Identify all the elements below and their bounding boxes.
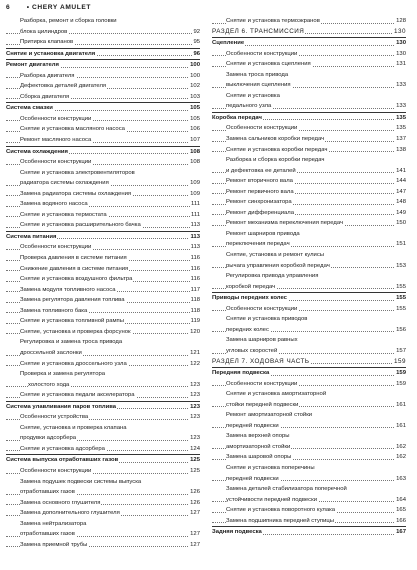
toc-entry (6, 380, 200, 391)
toc-entry-title: Сборка двигателя (20, 93, 70, 100)
toc-page-number: 124 (189, 444, 200, 455)
toc-entry-title: Замена приемной трубы (20, 541, 88, 548)
toc-section-heading (6, 454, 200, 466)
toc-page-number: 113 (190, 220, 200, 231)
toc-entry-title: рычага управления коробкой передач (226, 262, 330, 269)
toc-entry (6, 508, 200, 519)
toc-entry (6, 264, 200, 275)
toc-entry (212, 325, 406, 336)
toc-page-number: 109 (189, 189, 200, 200)
toc-page-number: 167 (395, 527, 406, 538)
toc-page-number: 144 (395, 176, 406, 187)
toc-entry-title: Снятие и установка адсорбера (20, 445, 105, 452)
toc-entry-title: коробкой передач (226, 283, 276, 290)
toc-entry-title: Снятие, установка и проверка форсунок (20, 328, 131, 335)
toc-page-number: 105 (189, 114, 200, 125)
toc-entry (212, 431, 406, 442)
toc-entry (6, 466, 200, 477)
toc-entry-title: Разборка двигателя (20, 72, 75, 79)
toc-entry-title: Замена троса привода (226, 71, 289, 78)
toc-entry (6, 168, 200, 179)
toc-page-number: 164 (395, 495, 406, 506)
toc-page-number: 133 (395, 80, 406, 91)
toc-entry (6, 178, 200, 189)
toc-section-heading (6, 146, 200, 158)
toc-entry-title: Передняя подвеска (212, 370, 270, 377)
toc-entry-title: Замена подшипника передней ступицы (226, 517, 334, 524)
toc-entry-title: Особенности конструкции (226, 305, 298, 312)
toc-page-number: 165 (395, 505, 406, 516)
toc-entry (212, 70, 406, 81)
toc-entry-title: Снятие и установка электровентиляторов (20, 169, 135, 176)
toc-page-number: 155 (395, 282, 406, 293)
toc-page-number: 162 (395, 442, 406, 453)
toc-entry (6, 327, 200, 338)
toc-section-heading (6, 59, 200, 71)
toc-entry-title: угловых скоростей (226, 347, 278, 354)
toc-entry (212, 155, 406, 166)
toc-entry (212, 250, 406, 261)
toc-page-number: 100 (189, 71, 200, 82)
toc-page-number: 153 (395, 261, 406, 272)
toc-section-heading (212, 112, 406, 124)
toc-entry-title: Система охлаждения (6, 148, 68, 155)
toc-entry-title: холостого хода (28, 381, 70, 388)
toc-entry (6, 348, 200, 359)
toc-entry-title: Дефектовка деталей двигателя (20, 83, 107, 90)
toc-entry (212, 59, 406, 70)
toc-entry-title: Проверка давления в системе питания (20, 255, 127, 262)
toc-entry (6, 253, 200, 264)
toc-entry (212, 187, 406, 198)
toc-entry (212, 389, 406, 400)
toc-entry (6, 114, 200, 125)
book-title: • CHERY AMULET (26, 4, 92, 11)
toc-page-number: 166 (395, 516, 406, 527)
toc-page-number: 118 (190, 295, 200, 306)
toc-entry (6, 433, 200, 444)
toc-page-number: 127 (189, 540, 200, 551)
toc-entry-title: Ремонт дифференциала (226, 209, 295, 216)
toc-entry (6, 519, 200, 530)
toc-entry-title: передних колес (226, 326, 269, 333)
toc-entry (212, 229, 406, 240)
toc-entry (6, 423, 200, 434)
toc-entry (212, 91, 406, 102)
toc-entry (6, 477, 200, 488)
toc-entry (6, 157, 200, 168)
toc-page-number: 157 (395, 346, 406, 357)
toc-entry (212, 410, 406, 421)
toc-entry (6, 306, 200, 317)
toc-page-number: 127 (189, 529, 200, 540)
toc-entry (212, 271, 406, 282)
toc-entry (212, 442, 406, 453)
toc-entry-title: выключения сцепления (226, 82, 291, 89)
toc-entry (212, 239, 406, 250)
toc-entry-title: отработавших газов (20, 531, 75, 538)
toc-entry-title: РАЗДЕЛ 6. ТРАНСМИССИЯ (212, 27, 305, 35)
toc-entry (212, 134, 406, 145)
toc-entry (6, 124, 200, 135)
toc-entry (212, 123, 406, 134)
toc-entry-title: Особенности конструкции (20, 159, 92, 166)
toc-entry (212, 16, 406, 27)
toc-entry (212, 335, 406, 346)
toc-page-number: 108 (189, 157, 200, 168)
toc-entry-title: Замена дополнительного глушителя (20, 510, 120, 517)
toc-entry-title: Снятие и установка поперечины (226, 464, 315, 471)
toc-page-number: 133 (395, 101, 406, 112)
toc-page-number: 162 (395, 452, 406, 463)
toc-page-number: 120 (189, 327, 200, 338)
toc-entry (6, 369, 200, 380)
toc-page-number: 126 (189, 487, 200, 498)
toc-entry-title: Снятие и установка масляного насоса (20, 126, 125, 133)
toc-entry (6, 16, 200, 27)
toc-entry-title: Особенности конструкции (20, 244, 92, 251)
toc-entry (6, 220, 200, 231)
toc-entry-title: педального узла (226, 103, 272, 110)
toc-entry-title: Особенности устройства (20, 414, 89, 421)
toc-entry (6, 27, 200, 38)
toc-entry (212, 304, 406, 315)
toc-page-number: 127 (189, 508, 200, 519)
toc-page-number: 105 (189, 103, 200, 114)
toc-entry (212, 282, 406, 293)
toc-page-number: 109 (189, 178, 200, 189)
toc-entry (212, 346, 406, 357)
toc-entry-title: Снятие и установка воздушного фильтра (20, 276, 133, 283)
toc-entry-title: Особенности конструкции (226, 125, 298, 132)
toc-entry (6, 412, 200, 423)
toc-page-number: 128 (395, 16, 406, 27)
toc-page-number: 123 (189, 402, 200, 413)
toc-entry-title: Замена шаровой опоры (226, 454, 292, 461)
toc-entry-title: Ремонт шарниров привода (226, 230, 300, 237)
toc-entry (212, 197, 406, 208)
toc-page-number: 130 (393, 27, 406, 38)
toc-page-number: 155 (395, 304, 406, 315)
toc-right-column (212, 16, 406, 538)
toc-entry-title: Ремонт первичного вала (226, 188, 294, 195)
toc-entry-title: Замена регулятора давления топлива (20, 297, 125, 304)
toc-page-number: 122 (189, 359, 200, 370)
toc-page-number: 116 (190, 274, 200, 285)
toc-entry (212, 400, 406, 411)
toc-page-number: 102 (189, 81, 200, 92)
toc-entry-title: блока цилиндров (20, 28, 68, 35)
toc-entry (6, 210, 200, 221)
toc-entry (212, 463, 406, 474)
toc-entry (212, 505, 406, 516)
toc-entry-title: Сцепление (212, 40, 245, 47)
toc-page-number: 130 (395, 49, 406, 60)
toc-page-number: 113 (190, 242, 200, 253)
toc-page-number: 103 (189, 92, 200, 103)
toc-entry (6, 37, 200, 48)
toc-page-number: 116 (190, 264, 200, 275)
toc-page-number: 118 (190, 306, 200, 317)
toc-entry (212, 145, 406, 156)
toc-entry-title: радиатора системы охлаждения (20, 180, 109, 187)
toc-entry-title: Ремонт масляного насоса (20, 137, 92, 144)
page-header (6, 4, 91, 11)
toc-entry (212, 421, 406, 432)
toc-entry-title: Снятие и установка поворотного кулака (226, 507, 336, 514)
toc-entry (212, 379, 406, 390)
toc-entry (6, 529, 200, 540)
page-number: 6 (6, 4, 11, 11)
toc-page-number: 137 (395, 134, 406, 145)
toc-entry-title: Система улавливания паров топлива (6, 403, 117, 410)
toc-entry (6, 540, 200, 551)
toc-page-number: 159 (393, 357, 406, 368)
toc-section-heading (6, 401, 200, 413)
toc-entry-title: Снятие, установка и проверка клапана (20, 424, 127, 431)
toc-entry (212, 218, 406, 229)
toc-entry-title: Снятие и установка коробки передач (226, 146, 328, 153)
toc-page-number: 148 (395, 197, 406, 208)
toc-page-number: 155 (395, 293, 406, 304)
toc-entry-title: Замена верхней опоры (226, 433, 290, 440)
toc-page-number: 108 (189, 147, 200, 158)
toc-page-number: 107 (189, 135, 200, 146)
toc-entry (212, 261, 406, 272)
toc-entry (6, 390, 200, 401)
toc-entry (6, 498, 200, 509)
toc-entry (212, 49, 406, 60)
toc-entry-title: Снятие и установка приводов (226, 316, 308, 323)
toc-entry-title: Снятие, установка и ремонт кулисы (226, 252, 325, 259)
toc-page-number: 113 (189, 232, 200, 243)
toc-entry-title: Снятие и установка сцепления (226, 61, 311, 68)
toc-entry (6, 487, 200, 498)
toc-entry-title: Ремонт амортизаторной стойки (226, 412, 313, 419)
toc-entry (212, 176, 406, 187)
toc-page-number: 125 (189, 455, 200, 466)
toc-entry (6, 199, 200, 210)
toc-page-number: 121 (189, 348, 200, 359)
toc-entry-title: Разборка и сборка коробки передач (226, 157, 325, 164)
toc-entry-title: Замена шарниров равных (226, 337, 298, 344)
toc-entry (6, 71, 200, 82)
toc-entry-title: Ремонт вторичного вала (226, 178, 293, 185)
toc-entry-title: устойчивости передней подвески (226, 496, 317, 503)
toc-entry-title: Особенности конструкции (226, 50, 298, 57)
toc-entry (212, 101, 406, 112)
toc-page-number: 125 (189, 466, 200, 477)
toc-page-number: 123 (189, 390, 200, 401)
toc-page-number: 159 (395, 368, 406, 379)
toc-section-heading (212, 367, 406, 379)
toc-page-number: 123 (189, 380, 200, 391)
toc-entry-title: продувки адсорбера (20, 435, 77, 442)
toc-entry-title: Коробка передач (212, 114, 262, 121)
toc-section-heading (212, 292, 406, 304)
toc-entry (6, 444, 200, 455)
toc-page-number: 111 (190, 199, 200, 210)
toc-entry (6, 285, 200, 296)
toc-entry (212, 452, 406, 463)
toc-page-number: 106 (189, 124, 200, 135)
toc-entry-title: Задняя подвеска (212, 529, 262, 536)
toc-entry (6, 295, 200, 306)
toc-section-heading (6, 102, 200, 114)
toc-entry (6, 81, 200, 92)
toc-entry-title: Снятие и установка термостата (20, 211, 107, 218)
toc-chapter-heading (212, 357, 406, 368)
toc-entry-title: Проверка и замена регулятора (20, 371, 106, 378)
toc-page-number: 123 (189, 412, 200, 423)
toc-entry (212, 314, 406, 325)
toc-page-number: 126 (189, 498, 200, 509)
toc-page-number: 138 (395, 145, 406, 156)
toc-entry-title: стойки передней подвески (226, 401, 299, 408)
toc-entry (212, 516, 406, 527)
toc-entry (6, 337, 200, 348)
toc-page-number: 100 (189, 60, 200, 71)
toc-page-number: 92 (192, 27, 200, 38)
toc-entry-title: отработавших газов (20, 489, 75, 496)
toc-page-number: 95 (192, 37, 200, 48)
toc-entry-title: Регулировка привода управления (226, 273, 319, 280)
toc-page-number: 163 (395, 474, 406, 485)
toc-section-heading (6, 48, 200, 60)
toc-entry (212, 80, 406, 91)
toc-entry-title: Снятие и установка двигателя (6, 50, 96, 57)
toc-page-number: 161 (395, 400, 406, 411)
toc-entry-title: Система выпуска отработавших газов (6, 457, 119, 464)
toc-entry-title: Замена модуля топливного насоса (20, 286, 116, 293)
toc-page-number: 116 (190, 253, 200, 264)
toc-entry-title: передней подвески (226, 422, 279, 429)
toc-entry (212, 495, 406, 506)
toc-entry-title: Система смазки (6, 105, 53, 112)
toc-entry-title: Замена основного глушителя (20, 499, 101, 506)
toc-entry-title: Снятие и установка дроссельного узла (20, 360, 127, 367)
toc-section-heading (6, 231, 200, 243)
toc-entry-title: Приводы передних колес (212, 295, 287, 302)
toc-entry (212, 166, 406, 177)
toc-page-number: 149 (395, 208, 406, 219)
toc-page-number: 156 (395, 325, 406, 336)
toc-entry-title: Замена топливного бака (20, 307, 88, 314)
toc-page-number: 117 (190, 285, 200, 296)
toc-entry-title: Снятие и установка топливной рампы (20, 318, 124, 325)
toc-entry-title: Снятие и установка расширительного бачка (20, 222, 141, 229)
toc-entry (212, 208, 406, 219)
toc-entry-title: Замена деталей стабилизатора поперечной (226, 486, 347, 493)
toc-entry-title: Регулировка и замена троса привода (20, 339, 123, 346)
toc-entry-title: и дефектовка ее деталей (226, 167, 296, 174)
toc-entry-title: передней подвески (226, 475, 279, 482)
toc-entry (212, 474, 406, 485)
toc-left-column (6, 16, 200, 550)
toc-entry (212, 484, 406, 495)
toc-entry-title: амортизаторной стойки (226, 443, 291, 450)
toc-entry-title: Разборка, ремонт и сборка головки (20, 18, 117, 24)
toc-entry-title: переключения передач (226, 241, 290, 248)
toc-entry-title: Ремонт двигателя (6, 62, 59, 69)
toc-entry-title: Снятие и установка амортизаторной (226, 391, 327, 398)
toc-page-number: 135 (395, 123, 406, 134)
toc-section-heading (212, 37, 406, 49)
toc-entry-title: Снятие и установка педали акселератора (20, 392, 135, 399)
toc-entry (6, 242, 200, 253)
toc-chapter-heading (212, 27, 406, 38)
toc-entry-title: Снятие и установка термоэкранов (226, 18, 320, 24)
toc-entry (6, 274, 200, 285)
toc-entry-title: Замена радиатора системы охлаждения (20, 190, 132, 197)
toc-page-number: 147 (395, 187, 406, 198)
toc-page-number: 159 (395, 379, 406, 390)
toc-page-number: 111 (190, 210, 200, 221)
toc-entry-title: Замена водяного насоса (20, 201, 88, 208)
toc-entry-title: Замена подушек подвески системы выпуска (20, 478, 142, 485)
toc-page-number: 135 (395, 113, 406, 124)
toc-page-number: 131 (395, 59, 406, 70)
toc-page-number: 119 (190, 316, 200, 327)
toc-page-number: 151 (395, 239, 406, 250)
toc-page-number: 141 (395, 166, 406, 177)
toc-entry-title: Ремонт синхронизатора (226, 199, 292, 206)
toc-page-number: 123 (189, 433, 200, 444)
toc-page-number: 150 (395, 218, 406, 229)
toc-page-number: 161 (395, 421, 406, 432)
toc-entry-title: Ремонт механизма переключения передач (226, 220, 344, 227)
toc-entry-title: Система питания (6, 233, 57, 240)
toc-page-number: 130 (395, 38, 406, 49)
toc-entry-title: Притирка клапанов (20, 39, 74, 46)
toc-entry-title: Снятие и установка (226, 92, 280, 99)
toc-entry-title: Особенности конструкции (20, 467, 92, 474)
toc-entry-title: РАЗДЕЛ 7. ХОДОВАЯ ЧАСТЬ (212, 357, 310, 365)
toc-entry (6, 359, 200, 370)
toc-entry-title: Замена сальников коробки передач (226, 136, 325, 143)
toc-entry-title: Замена нейтрализатора (20, 520, 87, 527)
toc-entry (6, 316, 200, 327)
toc-entry (6, 92, 200, 103)
toc-entry-title: Снижение давления в системе питания (20, 265, 129, 272)
toc-entry-title: дроссельной заслонки (20, 349, 82, 356)
toc-entry (6, 135, 200, 146)
toc-section-heading (212, 526, 406, 538)
toc-entry-title: Особенности конструкции (226, 380, 298, 387)
toc-page-number: 96 (192, 49, 200, 60)
toc-entry-title: Особенности конструкции (20, 115, 92, 122)
toc-entry (6, 189, 200, 200)
